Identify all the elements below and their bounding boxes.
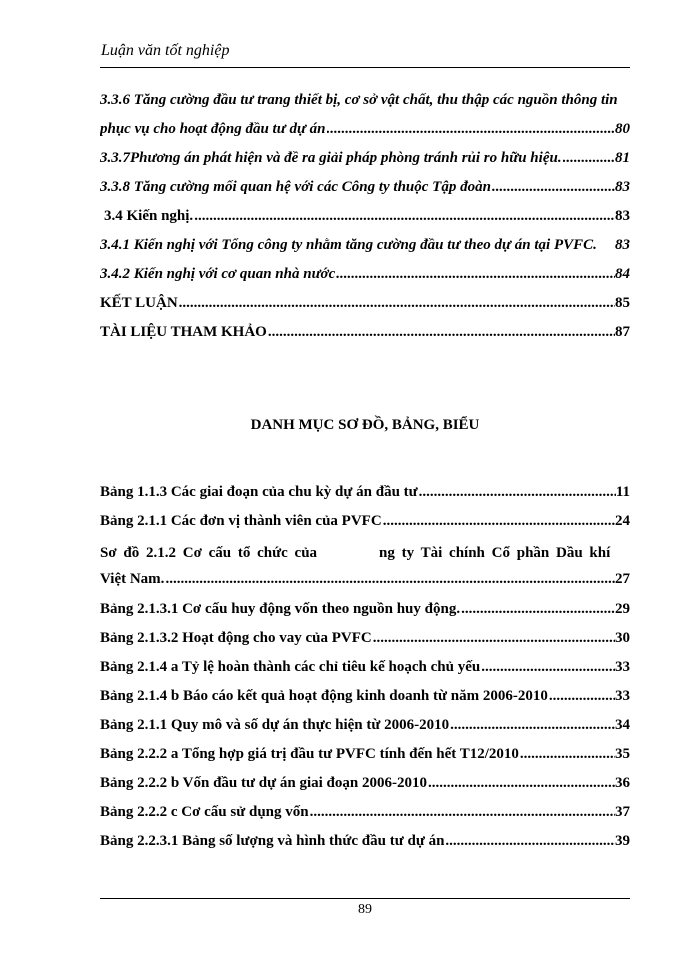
list-entry: [100, 770, 630, 796]
list-entry-text: Bảng 2.1.3.1 Cơ cấu huy động vốn theo nguồn huy động.: [100, 596, 461, 622]
list-entry-page: 24: [615, 508, 630, 534]
list-entry-text: ng ty Tài chính Cổ phần Dầu khí: [379, 545, 611, 561]
toc-entry-text: 3.4 Kiến nghị.: [104, 203, 194, 229]
toc-entry-page: 83: [615, 174, 630, 200]
header-rule: [100, 67, 630, 68]
list-of-figures-title: DANH MỤC SƠ ĐỒ, BẢNG, BIỂU: [250, 417, 480, 433]
list-entry-text: Bảng 2.2.2 c Cơ cấu sử dụng vốn: [100, 799, 310, 825]
toc-entry: [100, 290, 630, 316]
toc-entry-page: 80: [615, 116, 630, 142]
list-entry: [100, 508, 630, 534]
list-entry-page: 27: [615, 566, 630, 592]
list-entry-page: 33: [615, 654, 630, 680]
list-entry-text: Bảng 2.1.4 a Tỷ lệ hoàn thành các chỉ tiêu kế hoạch chủ yếu: [100, 654, 481, 680]
list-entry-text: Bảng 2.2.2 b Vốn đầu tư dự án giai đoạn 2006-2010: [100, 770, 428, 796]
list-entry-text-wrap: [100, 540, 611, 566]
list-entry-text: Việt Nam.: [100, 566, 165, 592]
list-entry: [100, 479, 630, 505]
running-header: Luận văn tốt nghiệp: [101, 42, 230, 59]
list-entry: [100, 741, 630, 767]
list-entry-page: 37: [615, 799, 630, 825]
list-entry-text: Sơ đồ 2.1.2 Cơ cấu tổ chức của: [100, 545, 318, 561]
list-entry-page: 33: [615, 683, 630, 709]
list-entry-text: Bảng 2.1.4 b Báo cáo kết quả hoạt động kinh doanh từ năm 2006-2010: [100, 683, 549, 709]
list-entry: [100, 799, 630, 825]
list-entry: [100, 683, 630, 709]
toc-entry-page: 81: [615, 145, 630, 171]
list-entry-page: 39: [615, 828, 630, 854]
footer-rule: [100, 898, 630, 899]
list-entry: [100, 566, 630, 592]
toc-entry-page: 84: [615, 261, 630, 287]
list-entry-text: Bảng 2.1.1 Quy mô và số dự án thực hiện từ 2006-2010: [100, 712, 450, 738]
toc-entry-text: TÀI LIỆU THAM KHẢO: [100, 319, 268, 345]
toc-entry-text: 3.4.2 Kiến nghị với cơ quan nhà nước: [100, 261, 336, 287]
toc-entry-text: KẾT LUẬN: [100, 290, 179, 316]
list-entry-text: Bảng 2.2.2 a Tổng hợp giá trị đầu tư PVFC tính đến hết T12/2010: [100, 741, 520, 767]
list-entry: [100, 625, 630, 651]
list-entry-text: Bảng 2.2.3.1 Bảng số lượng và hình thức đầu tư dự án: [100, 828, 445, 854]
toc-entry-text: 3.4.1 Kiến nghị với Tổng công ty nhằm tăng cường đầu tư theo dự án tại PVFC.: [100, 232, 598, 258]
list-entry-page: 35: [615, 741, 630, 767]
toc-entry-page: 83: [615, 203, 630, 229]
list-entry-text: Bảng 2.1.1 Các đơn vị thành viên của PVFC: [100, 508, 383, 534]
list-entry: [100, 596, 630, 622]
toc-entry: [100, 203, 630, 229]
toc-entry: [100, 319, 630, 345]
toc-entry-text: 3.3.8 Tăng cường mối quan hệ với các Công ty thuộc Tập đoàn: [100, 174, 492, 200]
toc-entry: [100, 87, 630, 113]
page-number: 89: [358, 902, 372, 917]
toc-entry: [100, 261, 630, 287]
toc-entry-page: 83: [615, 232, 630, 258]
list-entry: [100, 828, 630, 854]
list-entry: [100, 712, 630, 738]
toc-entry-page: 85: [615, 290, 630, 316]
list-entry-text: Bảng 1.1.3 Các giai đoạn của chu kỳ dự án đầu tư: [100, 479, 419, 505]
list-entry-page: 11: [616, 479, 630, 505]
toc-entry: [100, 174, 630, 200]
toc-entry-page: 87: [615, 319, 630, 345]
toc-entry: [100, 232, 630, 258]
list-entry-text: Bảng 2.1.3.2 Hoạt động cho vay của PVFC: [100, 625, 373, 651]
toc-entry-text: 3.3.7Phương án phát hiện và đề ra giải pháp phòng tránh rủi ro hữu hiệu.: [100, 145, 563, 171]
toc-entry-text: phục vụ cho hoạt động đầu tư dự án: [100, 116, 327, 142]
list-entry-page: 34: [615, 712, 630, 738]
list-entry-page: 36: [615, 770, 630, 796]
list-entry-page: 30: [615, 625, 630, 651]
toc-entry: [100, 145, 630, 171]
list-entry: [100, 540, 630, 566]
list-entry-page: 29: [615, 596, 630, 622]
list-entry: [100, 654, 630, 680]
toc-entry-text: 3.3.6 Tăng cường đầu tư trang thiết bị, cơ sở vật chất, thu thập các nguồn thông tin: [100, 87, 619, 113]
toc-entry: [100, 116, 630, 142]
